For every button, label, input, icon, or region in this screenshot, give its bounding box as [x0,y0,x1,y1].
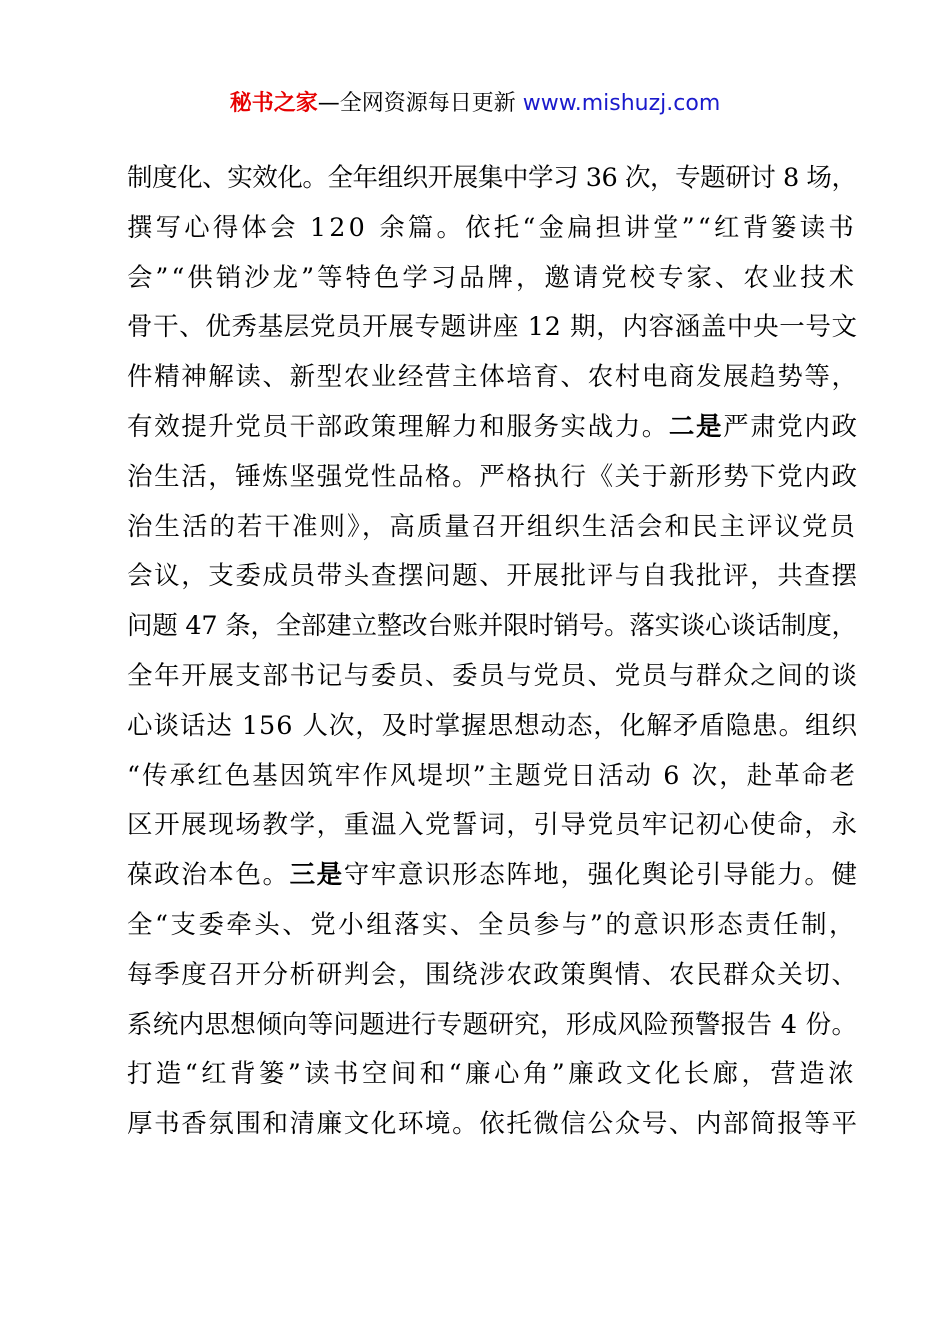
text-line [127,204,857,254]
text-line [127,801,857,851]
text-line [127,602,857,652]
text-run: 系统内思想倾向等问题进行专题研究，形成风险预警报告 4 份。 [127,1009,858,1040]
text-run: 严肃党内政 [723,411,859,442]
text-run: 骨干、优秀基层党员开展专题讲座 12 期，内容涵盖中央一号文 [127,312,858,343]
text-run: 撰写心得体会 120 余篇。依托“金扁担讲堂”“红背篓读书 [127,212,857,243]
text-line [127,702,857,752]
text-line [127,1050,857,1100]
text-run: 治生活的若干准则》，高质量召开组织生活会和民主评议党员 [127,511,857,542]
text-line [127,1100,857,1150]
text-run: 葆政治本色。 [127,860,290,891]
text-line [127,254,857,304]
text-line [127,154,857,204]
text-line [127,951,857,1001]
text-run: 心谈话达 156 人次，及时掌握思想动态，化解矛盾隐患。组织 [127,710,858,741]
text-run: 全年开展支部书记与委员、委员与党员、党员与群众之间的谈 [127,660,859,691]
header-tagline: —全网资源每日更新 [317,91,523,116]
text-run: 问题 47 条，全部建立整改台账并限时销号。落实谈心谈话制度， [127,611,857,642]
text-run: 每季度召开分析研判会，围绕涉农政策舆情、农民群众关切、 [127,959,859,990]
text-run: 会议，支委成员带头查摆问题、开展批评与自我批评，共查摆 [127,561,859,592]
text-line [127,652,857,702]
text-line [127,1001,857,1051]
bold-lead-phrase: 二是 [668,411,724,442]
text-line [127,303,857,353]
text-line [127,453,857,503]
bold-lead-phrase: 三是 [289,860,344,891]
text-run: 打造“红背篓”读书空间和“廉心角”廉政文化长廊，营造浓 [127,1059,857,1090]
text-line [127,752,855,802]
text-run: 会”“供销沙龙”等特色学习品牌，邀请党校专家、农业技术 [127,262,857,293]
text-line [127,403,857,453]
text-line [127,503,855,553]
text-run: 区开展现场教学，重温入党誓词，引导党员牢记初心使命，永 [127,810,859,841]
text-run: 治生活，锤炼坚强党性品格。严格执行《关于新形势下党内政 [127,461,859,492]
text-run: 厚书香氛围和清廉文化环境。依托微信公众号、内部简报等平 [127,1109,859,1140]
text-run: 制度化、实效化。全年组织开展集中学习 36 次，专题研讨 8 场， [127,163,857,193]
text-run: 有效提升党员干部政策理解力和服务实战力。 [127,411,669,442]
text-line [127,552,857,602]
text-line [127,901,857,951]
text-run: 件精神解读、新型农业经营主体培育、农村电商发展趋势等， [127,362,859,393]
text-run: 守牢意识形态阵地，强化舆论引导能力。健 [343,860,859,891]
text-line [127,851,857,901]
page-header [0,88,950,120]
text-line [127,353,857,403]
text-run: 全“支委牵头、党小组落实、全员参与”的意识形态责任制， [127,909,857,940]
brand-name: 秘书之家 [229,91,318,116]
site-url-link[interactable]: www.mishuzj.com [522,91,721,116]
text-run: “传承红色基因筑牢作风堤坝”主题党日活动 6 次，赴革命老 [127,760,857,791]
document-body [127,154,857,1150]
